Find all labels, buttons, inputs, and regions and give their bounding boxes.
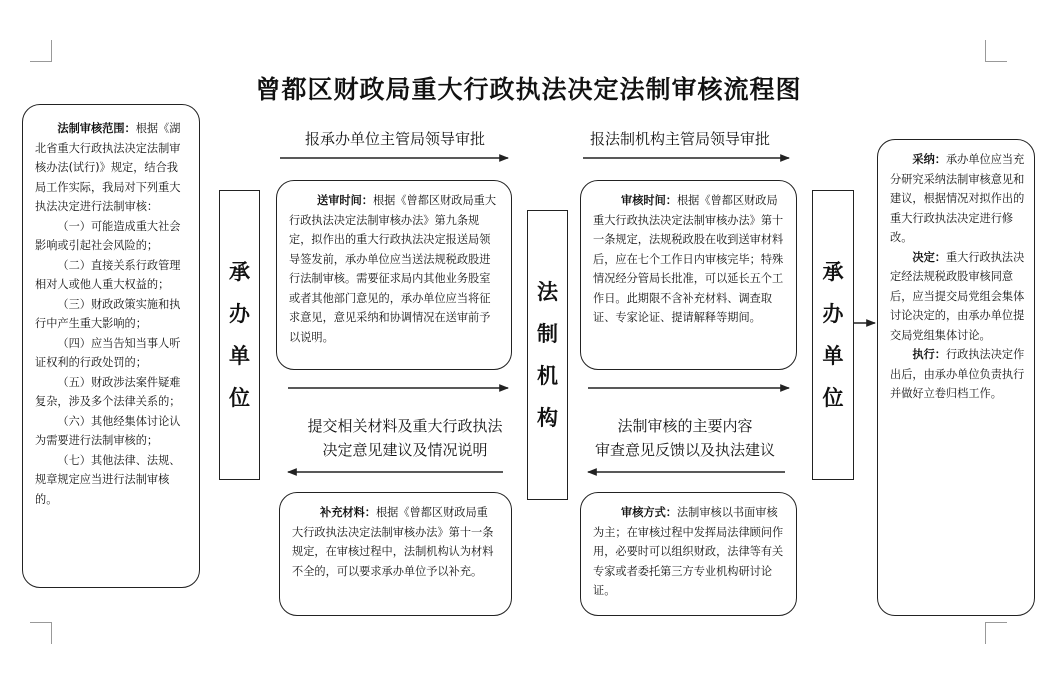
execute-text: 行政执法决定作出后，由承办单位负责执行并做好立卷归档工作。 bbox=[890, 348, 1025, 400]
vertical-char: 承 bbox=[822, 260, 844, 284]
decision-execution-box bbox=[877, 139, 1035, 616]
decide-paragraph bbox=[890, 248, 1026, 346]
review-scope-box bbox=[22, 104, 200, 588]
review-time-heading: 审核时间： bbox=[621, 194, 677, 207]
review-scope-item: （七）其他法律、法规、规章规定应当进行法制审核的。 bbox=[35, 453, 181, 506]
undertaking-unit-left bbox=[219, 190, 260, 480]
vertical-char: 位 bbox=[822, 386, 844, 410]
review-time-box bbox=[580, 180, 797, 370]
label-line: 决定意见建议及情况说明 bbox=[322, 441, 488, 459]
review-scope-item: （一）可能造成重大社会影响或引起社会风险的； bbox=[35, 219, 181, 252]
label-line: 法制审核的主要内容 bbox=[617, 417, 753, 435]
decide-text: 重大行政执法决定经法规税政股审核同意后，应当提交局党组会集体讨论决定的，由承办单位提交局党组集体讨论。 bbox=[890, 250, 1025, 342]
review-time-text: 根据《曾都区财政局重大行政执法决定法制审核办法》第十一条规定，法规税政股在收到送审材料后，应在七个工作日内审核完毕；特殊情况经分管局长批准，可以延长五个工作日。此期限不含补充材料、调查取证、专家论证、提请解释等期间。 bbox=[593, 194, 784, 324]
vertical-char: 办 bbox=[822, 302, 844, 326]
execute-heading: 执行： bbox=[912, 348, 946, 361]
send-time-box bbox=[276, 180, 512, 370]
label-submit-materials bbox=[280, 414, 530, 462]
legal-institution bbox=[527, 210, 568, 500]
adopt-text: 承办单位应当充分研究采纳法制审核意见和建议，根据情况对拟作出的重大行政执法决定进行修改。 bbox=[890, 153, 1025, 244]
undertaking-unit-right bbox=[812, 190, 854, 480]
supplement-text: 根据《曾都区财政局重大行政执法决定法制审核办法》第十一条规定，在审核过程中，法制机构认为材料不全的，可以要求承办单位予以补充。 bbox=[292, 506, 494, 578]
vertical-char: 单 bbox=[822, 344, 844, 368]
adopt-heading: 采纳： bbox=[912, 153, 946, 166]
send-time-heading: 送审时间： bbox=[317, 194, 373, 207]
adopt-paragraph bbox=[890, 150, 1026, 248]
label-line: 提交相关材料及重大行政执法 bbox=[307, 417, 503, 435]
page-title: 曾都区财政局重大行政执法决定法制审核流程图 bbox=[255, 75, 802, 104]
review-method-heading: 审核方式： bbox=[621, 506, 677, 519]
vertical-char: 制 bbox=[537, 322, 558, 346]
label-report-legal-leader: 报法制机构主管局领导审批 bbox=[589, 130, 770, 148]
review-scope-item: （三）财政政策实施和执行中产生重大影响的； bbox=[35, 297, 181, 330]
review-method-box bbox=[580, 492, 797, 616]
supplement-heading: 补充材料： bbox=[320, 506, 376, 519]
vertical-char: 单 bbox=[229, 344, 250, 368]
review-scope-item: （五）财政涉法案件疑难复杂，涉及多个法律关系的； bbox=[35, 375, 181, 408]
review-scope-item: （四）应当告知当事人听证权利的行政处罚的； bbox=[35, 336, 181, 369]
supplement-box bbox=[279, 492, 512, 616]
vertical-char: 构 bbox=[537, 406, 558, 430]
label-line: 审查意见反馈以及执法建议 bbox=[594, 441, 775, 459]
label-report-unit-leader: 报承办单位主管局领导审批 bbox=[304, 130, 485, 148]
decide-heading: 决定： bbox=[912, 250, 946, 264]
review-scope-item: （六）其他经集体讨论认为需要进行法制审核的； bbox=[35, 414, 181, 447]
vertical-char: 法 bbox=[537, 280, 558, 304]
vertical-char: 机 bbox=[537, 364, 558, 388]
review-scope-heading: 法制审核范围： bbox=[57, 122, 136, 135]
vertical-char: 办 bbox=[229, 302, 250, 326]
review-scope-item: （二）直接关系行政管理相对人或他人重大权益的； bbox=[35, 258, 181, 291]
review-method-text: 法制审核以书面审核为主；在审核过程中发挥局法律顾问作用，必要时可以组织财政，法律等有关专家或者委托第三方专业机构研讨论证。 bbox=[593, 506, 784, 597]
send-time-text: 根据《曾都区财政局重大行政执法决定法制审核办法》第九条规定，拟作出的重大行政执法决定报送局领导签发前，承办单位应当送法规税政股进行法制审核。需要征求局内其他业务股室或者其他部门意见的，承办单位应当将征求意见，意见采纳和协调情况在送审前予以说明。 bbox=[289, 194, 497, 344]
label-review-feedback bbox=[570, 414, 800, 462]
vertical-char: 承 bbox=[229, 260, 250, 284]
review-scope-intro: 根据《湖北省重大行政执法决定法制审核办法(试行)》规定，结合我局工作实际，我局对下列重大执法决定进行法制审核： bbox=[35, 122, 181, 213]
execute-paragraph bbox=[890, 345, 1026, 404]
vertical-char: 位 bbox=[229, 386, 250, 410]
